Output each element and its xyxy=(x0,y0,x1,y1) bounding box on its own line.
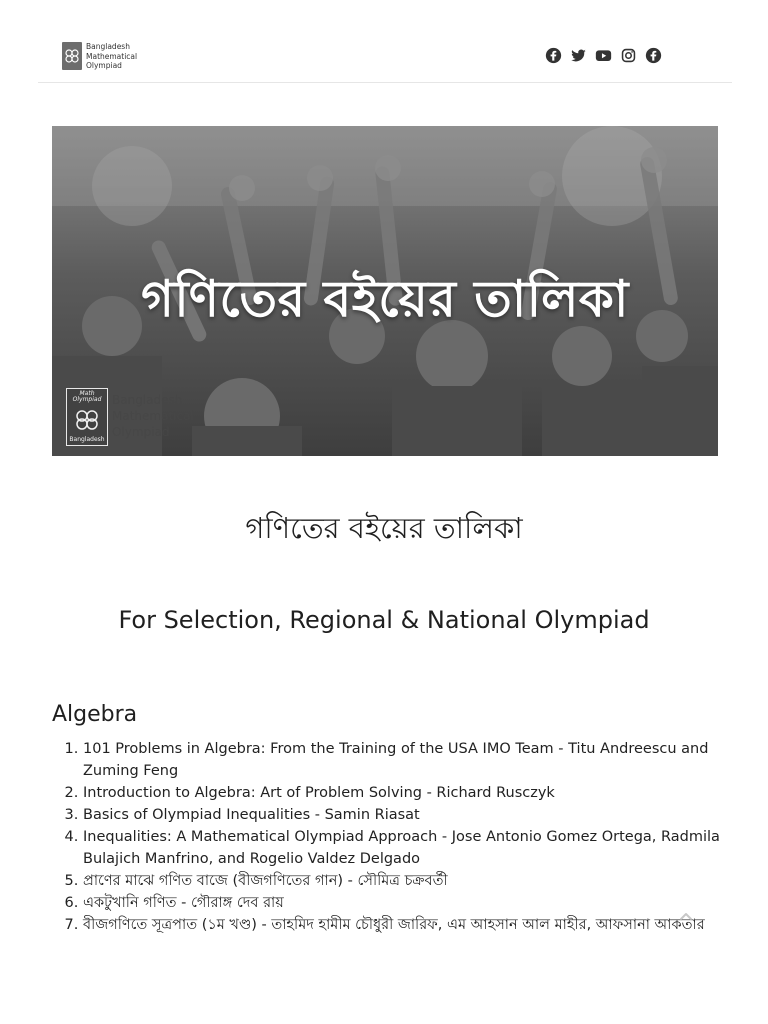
hero-logo-text xyxy=(112,392,194,440)
hero-title: গণিতের বইয়ের তালিকা xyxy=(141,270,629,328)
youtube-icon[interactable] xyxy=(595,47,612,64)
logo-text xyxy=(86,42,137,71)
algebra-book-list xyxy=(52,738,753,936)
chevron-up-icon xyxy=(677,908,695,926)
olympiad-rings-icon xyxy=(74,409,100,431)
page-subtitle: For Selection, Regional & National Olympiad xyxy=(118,606,650,634)
site-logo[interactable] xyxy=(62,42,137,71)
list-item: 1. 101 Problems in Algebra: From the Training of the USA IMO Team - Titu Andreescu and Zuming Feng xyxy=(83,738,753,782)
hero-logo-bottom-text: Bangladesh xyxy=(69,436,105,443)
hero-olympiad-logo xyxy=(66,388,108,446)
list-item: 2. Introduction to Algebra: Art of Problem Solving - Richard Rusczyk xyxy=(83,782,753,804)
facebook-icon[interactable] xyxy=(545,47,562,64)
list-item: 4. Inequalities: A Mathematical Olympiad Approach - Jose Antonio Gomez Ortega, Radmila Bulajich Manfrino, and Rogelio Valdez Delgado xyxy=(83,826,753,870)
hero-logo-line: Mathematical xyxy=(112,409,194,423)
olympiad-logo-icon xyxy=(62,42,82,70)
list-item: 7. বীজগণিতে সূত্রপাত (১ম খণ্ড) - তাহমিদ হামীম চৌধুরী জারিফ, এম আহসান আল মাহীর, আফসানা আকতার xyxy=(83,914,753,936)
logo-line: Olympiad xyxy=(86,61,122,70)
logo-line: Bangladesh xyxy=(86,42,130,51)
twitter-icon[interactable] xyxy=(570,47,587,64)
list-item: 6. একটুখানি গণিত - গৌরাঙ্গ দেব রায় xyxy=(83,892,753,914)
section-title-algebra: Algebra xyxy=(52,702,138,727)
hero-banner xyxy=(52,126,718,456)
page-title: গণিতের বইয়ের তালিকা xyxy=(245,511,523,545)
list-item: 3. Basics of Olympiad Inequalities - Samin Riasat xyxy=(83,804,753,826)
instagram-icon[interactable] xyxy=(620,47,637,64)
scroll-to-top-button[interactable] xyxy=(677,908,695,926)
facebook-icon[interactable] xyxy=(645,47,662,64)
hero-logo-line: Bangladesh xyxy=(112,393,183,407)
hero-logo-line: Olympiad xyxy=(112,425,170,439)
social-links xyxy=(545,47,662,64)
logo-line: Mathematical xyxy=(86,51,138,61)
site-header xyxy=(38,38,732,83)
list-item: 5. প্রাণের মাঝে গণিত বাজে (বীজগণিতের গান) - সৌমিত্র চক্রবর্তী xyxy=(83,870,753,892)
hero-logo-top-text: Math Olympiad xyxy=(72,390,102,403)
